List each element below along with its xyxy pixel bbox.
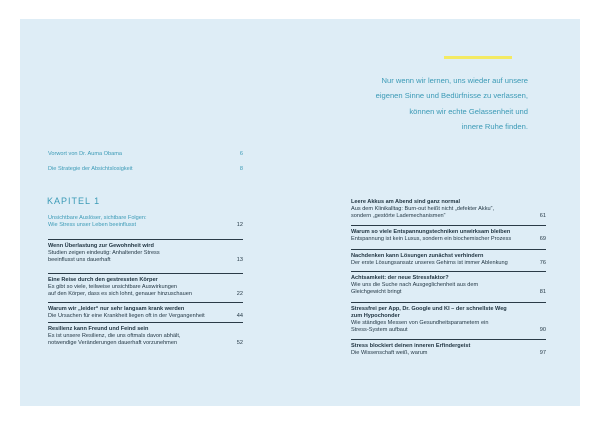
intro-quote [308, 73, 528, 135]
toc-title: Die Strategie der Absichtslosigkeit [48, 166, 133, 172]
toc-page: 76 [539, 260, 546, 266]
toc-entry-subtitle: Wie ständiges Messen von Gesundheitsparametern ein [351, 320, 489, 326]
toc-page: 22 [236, 291, 243, 297]
quote-line: innere Ruhe finden. [461, 122, 528, 132]
toc-entry[interactable] [351, 271, 546, 296]
toc-entry-heading: Warum so viele Entspannungstechniken unwirksam bleiben [351, 229, 511, 235]
toc-entry-subtitle: Stress-System aufbaut [351, 327, 408, 333]
toc-entry-subtitle: auf den Körper, dass es sich lohnt, genauer hinzuschauen [48, 291, 192, 297]
toc-entry-heading: Leere Akkus am Abend sind ganz normal [351, 199, 461, 205]
toc-entry[interactable] [351, 249, 546, 267]
toc-entry-heading: Stressfrei per App, Dr. Google und KI – der schnellste Weg [351, 306, 507, 312]
toc-entry-subtitle: Studien zeigen eindeutig: Anhaltender Stress [48, 250, 160, 256]
toc-entry-subtitle: Es ist unsere Resilienz, die uns oftmals davon abhält, [48, 333, 181, 339]
toc-page: 90 [539, 327, 546, 333]
toc-entry-heading: zum Hypochonder [351, 313, 400, 319]
toc-page: 69 [539, 236, 546, 242]
toc-entry-subtitle: Wie uns die Suche nach Ausgeglichenheit aus dem [351, 282, 479, 288]
toc-entry-subtitle: Aus dem Klinikalltag: Burn-out heißt nicht „defekter Akku“, [351, 206, 495, 212]
toc-page: 52 [236, 340, 243, 346]
toc-entry-subtitle: Der erste Lösungsansatz unseres Gehirns ist immer Ablenkung [351, 260, 508, 266]
toc-entry-subtitle: sondern „gestörte Lademechanismen“ [351, 213, 446, 219]
toc-page: 13 [236, 257, 243, 263]
toc-page: 81 [539, 289, 546, 295]
toc-entry[interactable] [351, 225, 546, 243]
chapter-heading: KAPITEL 1 [47, 196, 101, 206]
toc-entry-heading: Warum wir „leider“ nur sehr langsam krank werden [48, 306, 185, 312]
toc-entry-heading: Resilienz kann Freund und Feind sein [48, 326, 149, 332]
toc-entry-subtitle: notwendige Veränderungen dauerhaft vorzunehmen [48, 340, 178, 346]
toc-page: 12 [236, 222, 243, 228]
toc-entry-heading: Nachdenken kann Lösungen zunächst verhindern [351, 253, 484, 259]
toc-entry[interactable] [48, 273, 243, 298]
toc-page: 6 [239, 151, 243, 157]
toc-page: 44 [236, 313, 243, 319]
toc-entry[interactable] [351, 302, 546, 334]
chapter-title-line: Wie Stress unser Leben beeinflusst [48, 222, 136, 228]
toc-page: 97 [539, 350, 546, 356]
quote-line: eigenen Sinne und Bedürfnisse zu verlassen, [375, 91, 528, 101]
toc-entry-subtitle: Gleichgewicht bringt [351, 289, 402, 295]
toc-title: Vorwort von Dr. Auma Obama [48, 151, 122, 157]
chapter-title-entry[interactable] [48, 215, 243, 229]
toc-entry[interactable] [48, 302, 243, 320]
toc-entry-subtitle: Die Wissenschaft weiß, warum [351, 350, 428, 356]
toc-entry-heading: Eine Reise durch den gestressten Körper [48, 277, 158, 283]
toc-entry[interactable] [48, 239, 243, 264]
quote-line: können wir echte Gelassenheit und [409, 106, 528, 116]
toc-entry[interactable] [48, 322, 243, 347]
toc-entry-subtitle: Entspannung ist kein Luxus, sondern ein biochemischer Prozess [351, 236, 512, 242]
quote-line: Nur wenn wir lernen, uns wieder auf unsere [381, 76, 528, 85]
toc-entry-heading: Wenn Überlastung zur Gewohnheit wird [48, 243, 154, 249]
toc-entry-heading: Achtsamkeit: der neue Stressfaktor? [351, 275, 449, 281]
toc-entry-subtitle: beeinflusst uns dauerhaft [48, 257, 111, 263]
toc-entry[interactable] [351, 196, 546, 220]
toc-entry[interactable] [351, 339, 546, 357]
toc-entry-heading: Stress blockiert deinen inneren Erfindergeist [351, 343, 471, 349]
accent-bar [444, 56, 512, 59]
toc-page: 8 [239, 166, 243, 172]
chapter-title-line: Unsichtbare Auslöser, sichtbare Folgen: [48, 215, 147, 221]
toc-entry-subtitle: Die Ursachen für eine Krankheit liegen oft in der Vergangenheit [48, 313, 205, 319]
toc-page: 61 [539, 213, 546, 219]
toc-entry-subtitle: Es gibt so viele, teilweise unsichtbare Auswirkungen [48, 284, 178, 290]
